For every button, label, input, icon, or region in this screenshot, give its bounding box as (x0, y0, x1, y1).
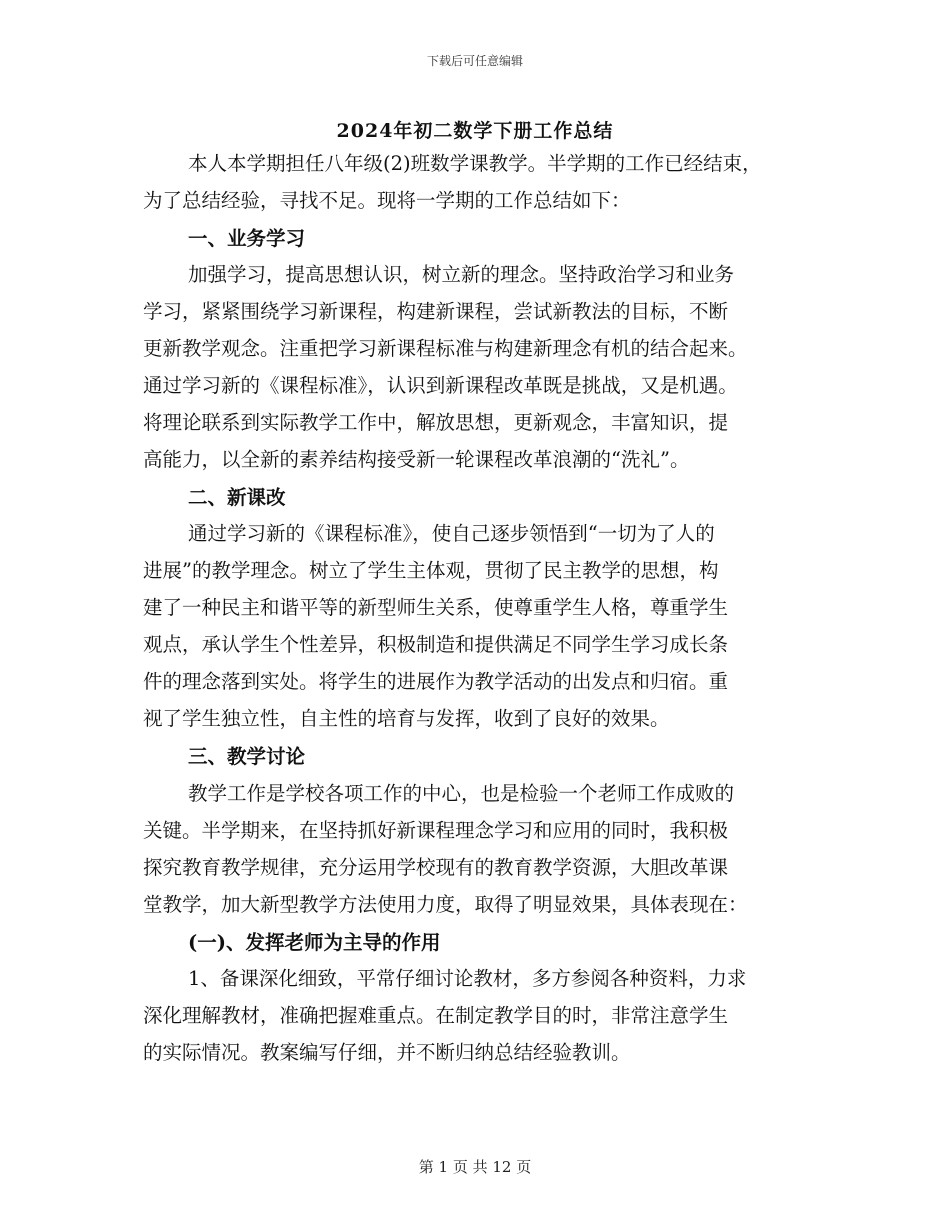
paragraph-line: 本人本学期担任八年级(2)班数学课教学。半学期的工作已经结束， (188, 152, 762, 175)
section-heading-2: 二、新课改 (188, 486, 286, 509)
paragraph-line: 将理论联系到实际教学工作中，解放思想，更新观念，丰富知识，提 (143, 411, 729, 434)
paragraph-line: 为了总结经验，寻找不足。现将一学期的工作总结如下： (143, 189, 631, 212)
paragraph-line: 视了学生独立性，自主性的培育与发挥，收到了良好的效果。 (143, 707, 670, 730)
paragraph-line: 探究教育教学规律，充分运用学校现有的教育教学资源，大胆改革课 (143, 856, 729, 879)
section-heading-1: 一、业务学习 (188, 227, 306, 250)
paragraph-line: 学习，紧紧围绕学习新课程，构建新课程，尝试新教法的目标，不断 (143, 300, 729, 323)
paragraph-line: 件的理念落到实处。将学生的进展作为教学活动的出发点和归宿。重 (143, 670, 729, 693)
paragraph-line: 的实际情况。教案编写仔细，并不断归纳总结经验教训。 (143, 1041, 631, 1064)
paragraph-line: 深化理解教材，准确把握难重点。在制定教学目的时，非常注意学生 (143, 1004, 729, 1027)
document-title: 2024年初二数学下册工作总结 (336, 120, 614, 142)
subsection-heading-1: (一)、发挥老师为主导的作用 (188, 931, 441, 954)
paragraph-line: 高能力，以全新的素养结构接受新一轮课程改革浪潮的“洗礼”。 (143, 448, 690, 471)
paragraph-line: 建了一种民主和谐平等的新型师生关系，使尊重学生人格，尊重学生 (143, 596, 729, 619)
page-footer: 第 1 页 共 12 页 (418, 1158, 532, 1176)
section-heading-3: 三、教学讨论 (188, 745, 306, 768)
paragraph-line: 更新教学观念。注重把学习新课程标准与构建新理念有机的结合起来。 (143, 337, 748, 360)
paragraph-line: 通过学习新的《课程标准》，使自己逐步领悟到“一切为了人的 (188, 522, 715, 545)
paragraph-line: 进展”的教学理念。树立了学生主体观，贯彻了民主教学的思想，构 (143, 559, 719, 582)
paragraph-line: 观点，承认学生个性差异，积极制造和提供满足不同学生学习成长条 (143, 633, 729, 656)
paragraph-line: 通过学习新的《课程标准》，认识到新课程改革既是挑战，又是机遇。 (143, 374, 738, 397)
paragraph-line: 1、备课深化细致，平常仔细讨论教材，多方参阅各种资料，力求 (188, 967, 747, 990)
paragraph-line: 教学工作是学校各项工作的中心，也是检验一个老师工作成败的 (188, 782, 735, 805)
paragraph-line: 关键。半学期来，在坚持抓好新课程理念学习和应用的同时，我积极 (143, 819, 729, 842)
paragraph-line: 加强学习，提高思想认识，树立新的理念。坚持政治学习和业务 (188, 263, 735, 286)
header-note: 下载后可任意编辑 (426, 54, 523, 68)
paragraph-line: 堂教学，加大新型教学方法使用力度，取得了明显效果，具体表现在： (143, 893, 748, 916)
